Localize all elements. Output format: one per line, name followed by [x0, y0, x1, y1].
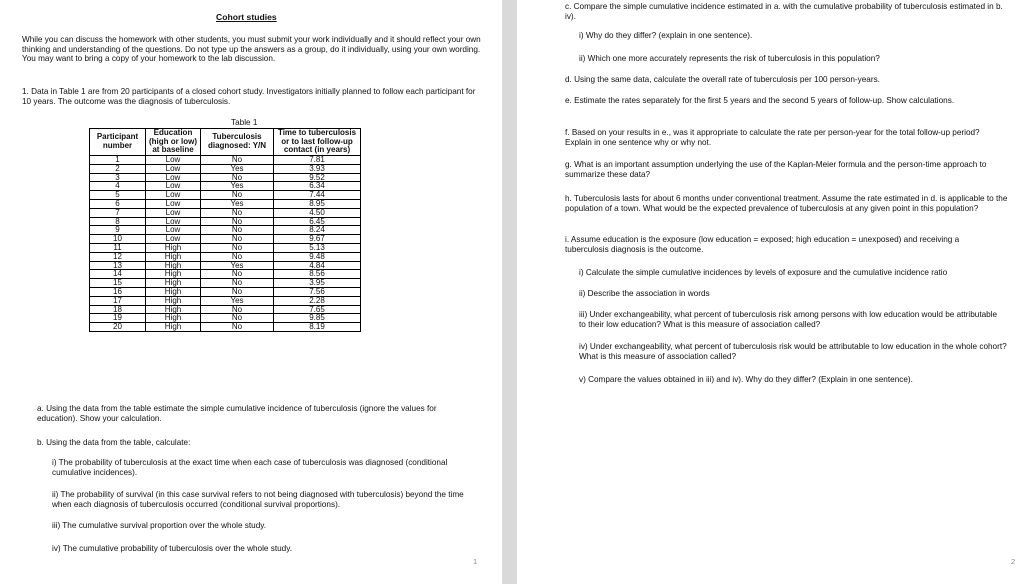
time-cell: 5.13 — [274, 243, 361, 252]
time-cell: 9.85 — [274, 314, 361, 323]
question-i-iv: iv) Under exchangeability, what percent of tuberculosis risk would be attributable to low education in the whole cohort? What is this measure of association called? — [579, 342, 1007, 361]
question-a: a. Using the data from the table estimate the simple cumulative incidence of tuberculosis (ignore the values for education). Show your calculation. — [37, 404, 437, 423]
question-b: b. Using the data from the table, calculate: — [37, 438, 191, 447]
question-c: c. Compare the simple cumulative incidence estimated in a. with the cumulative probability of tuberculosis estimated in b. iv). — [565, 2, 1003, 21]
education-cell: High — [146, 270, 201, 279]
tuberculosis-cell: No — [201, 243, 274, 252]
table-caption: Table 1 — [231, 118, 258, 127]
education-cell: High — [146, 323, 201, 332]
education-cell: High — [146, 252, 201, 261]
question-b-iv: iv) The cumulative probability of tuberculosis over the whole study. — [52, 544, 292, 553]
participant-cell: 1 — [90, 156, 146, 165]
tuberculosis-cell: No — [201, 323, 274, 332]
tuberculosis-cell: No — [201, 173, 274, 182]
instructions-paragraph: While you can discuss the homework with other students, you must submit your work individually and it should reflect your own thinking and understanding of the questions. Do not type up the answers as a group, do it individually, using your own wording. You may want to bring a copy of your homework to the lab discussion. — [22, 35, 481, 64]
question-b-ii: ii) The probability of survival (in this case survival refers to not being diagnosed with tuberculosis) beyond the time when each diagnosis of tuberculosis occurred (conditional survival proportions). — [52, 490, 464, 509]
education-cell: Low — [146, 156, 201, 165]
participant-cell: 9 — [90, 226, 146, 235]
question-d: d. Using the same data, calculate the overall rate of tuberculosis per 100 person-years. — [565, 75, 880, 84]
time-cell: 8.95 — [274, 199, 361, 208]
time-cell: 6.34 — [274, 182, 361, 191]
page-2 — [517, 0, 1024, 584]
table-row — [90, 243, 361, 252]
participant-cell: 13 — [90, 261, 146, 270]
tuberculosis-cell: Yes — [201, 182, 274, 191]
tuberculosis-cell: No — [201, 208, 274, 217]
question-f: f. Based on your results in e., was it appropriate to calculate the rate per person-year for the total follow-up period? Explain in one sentence why or why not. — [565, 128, 980, 147]
time-cell: 7.44 — [274, 191, 361, 200]
table-row — [90, 252, 361, 261]
page-title: Cohort studies — [216, 12, 277, 22]
question-g: g. What is an important assumption underlying the use of the Kaplan-Meier formula and the person-time approach to summarize these data? — [565, 160, 987, 179]
question-h: h. Tuberculosis lasts for about 6 months under conventional treatment. Assume the rate estimated in d. is applicable to the population of a town. What would be the expected prevalence of tuberculosis at any given point in this population? — [565, 194, 1008, 213]
tuberculosis-cell: No — [201, 226, 274, 235]
education-cell: Low — [146, 164, 201, 173]
participant-cell: 11 — [90, 243, 146, 252]
tuberculosis-cell: No — [201, 279, 274, 288]
participant-cell: 6 — [90, 199, 146, 208]
education-cell: High — [146, 296, 201, 305]
participant-cell: 5 — [90, 191, 146, 200]
education-cell: Low — [146, 208, 201, 217]
education-cell: Low — [146, 217, 201, 226]
time-cell: 3.95 — [274, 279, 361, 288]
table-header-row — [90, 129, 361, 156]
header-time: Time to tuberculosis or to last follow-up contact (in years) — [274, 129, 361, 156]
time-cell: 3.93 — [274, 164, 361, 173]
tuberculosis-cell: No — [201, 217, 274, 226]
education-cell: High — [146, 314, 201, 323]
participant-cell: 19 — [90, 314, 146, 323]
table-row — [90, 208, 361, 217]
table-row — [90, 323, 361, 332]
table-row — [90, 164, 361, 173]
tuberculosis-cell: No — [201, 252, 274, 261]
time-cell: 8.19 — [274, 323, 361, 332]
education-cell: High — [146, 279, 201, 288]
time-cell: 9.48 — [274, 252, 361, 261]
page-number: 2 — [1011, 557, 1016, 566]
time-cell: 8.56 — [274, 270, 361, 279]
participant-cell: 20 — [90, 323, 146, 332]
time-cell: 7.81 — [274, 156, 361, 165]
question-i-ii: ii) Describe the association in words — [579, 289, 710, 298]
time-cell: 9.67 — [274, 235, 361, 244]
tuberculosis-cell: No — [201, 191, 274, 200]
education-cell: Low — [146, 235, 201, 244]
participant-cell: 17 — [90, 296, 146, 305]
education-cell: High — [146, 261, 201, 270]
data-table — [89, 128, 361, 332]
table-row — [90, 156, 361, 165]
participant-cell: 4 — [90, 182, 146, 191]
tuberculosis-cell: Yes — [201, 296, 274, 305]
education-cell: Low — [146, 199, 201, 208]
tuberculosis-cell: No — [201, 305, 274, 314]
question-b-iii: iii) The cumulative survival proportion over the whole study. — [52, 521, 267, 530]
question-i-iii: iii) Under exchangeability, what percent of tuberculosis risk among persons with low education would be attributable to their low education? What is this measure of association called? — [579, 310, 998, 329]
question-1: 1. Data in Table 1 are from 20 participants of a closed cohort study. Investigators initially planned to follow each participant for 10 years. The outcome was the diagnosis of tuberculosis. — [22, 87, 476, 106]
education-cell: Low — [146, 182, 201, 191]
time-cell: 7.56 — [274, 287, 361, 296]
tuberculosis-cell: No — [201, 287, 274, 296]
participant-cell: 14 — [90, 270, 146, 279]
time-cell: 4.84 — [274, 261, 361, 270]
education-cell: Low — [146, 191, 201, 200]
participant-cell: 16 — [90, 287, 146, 296]
participant-cell: 12 — [90, 252, 146, 261]
question-e: e. Estimate the rates separately for the first 5 years and the second 5 years of follow-up. Show calculations. — [565, 96, 955, 105]
page-number: 1 — [473, 557, 478, 566]
tuberculosis-cell: Yes — [201, 261, 274, 270]
time-cell: 9.52 — [274, 173, 361, 182]
participant-cell: 8 — [90, 217, 146, 226]
question-b-i: i) The probability of tuberculosis at the exact time when each case of tuberculosis was diagnosed (conditional cumulative incidences). — [52, 458, 448, 477]
question-i-v: v) Compare the values obtained in iii) and iv). Why do they differ? (Explain in one sentence). — [579, 375, 913, 384]
time-cell: 6.45 — [274, 217, 361, 226]
education-cell: Low — [146, 173, 201, 182]
tuberculosis-cell: No — [201, 156, 274, 165]
participant-cell: 2 — [90, 164, 146, 173]
header-participant: Participant number — [90, 129, 146, 156]
question-c-i: i) Why do they differ? (explain in one sentence). — [579, 31, 753, 40]
time-cell: 4.50 — [274, 208, 361, 217]
tuberculosis-cell: Yes — [201, 199, 274, 208]
tuberculosis-cell: No — [201, 235, 274, 244]
header-tuberculosis: Tuberculosis diagnosed: Y/N — [201, 129, 274, 156]
participant-cell: 18 — [90, 305, 146, 314]
page-1 — [0, 0, 502, 584]
question-i: i. Assume education is the exposure (low education = exposed; high education = unexposed) and receiving a tuberculosis diagnosis is the outcome. — [565, 235, 960, 254]
education-cell: High — [146, 243, 201, 252]
education-cell: High — [146, 287, 201, 296]
education-cell: High — [146, 305, 201, 314]
education-cell: Low — [146, 226, 201, 235]
tuberculosis-cell: No — [201, 314, 274, 323]
tuberculosis-cell: Yes — [201, 164, 274, 173]
tuberculosis-cell: No — [201, 270, 274, 279]
table-row — [90, 296, 361, 305]
time-cell: 8.24 — [274, 226, 361, 235]
participant-cell: 3 — [90, 173, 146, 182]
header-education: Education (high or low) at baseline — [146, 129, 201, 156]
time-cell: 2.28 — [274, 296, 361, 305]
table-row — [90, 199, 361, 208]
participant-cell: 10 — [90, 235, 146, 244]
question-i-i: i) Calculate the simple cumulative incidences by levels of exposure and the cumulative incidence ratio — [579, 268, 948, 277]
participant-cell: 15 — [90, 279, 146, 288]
question-c-ii: ii) Which one more accurately represents the risk of tuberculosis in this population? — [579, 54, 880, 63]
time-cell: 7.65 — [274, 305, 361, 314]
participant-cell: 7 — [90, 208, 146, 217]
table-row — [90, 287, 361, 296]
